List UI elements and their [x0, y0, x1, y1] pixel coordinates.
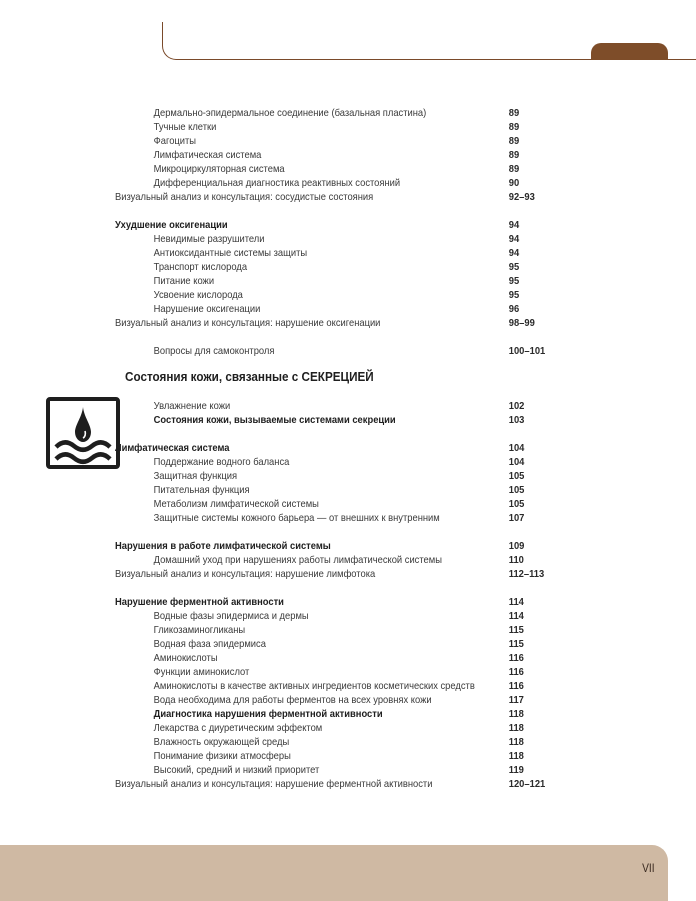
toc-entry-title: Нарушение ферментной активности: [115, 597, 284, 608]
toc-entry-page: 95: [508, 276, 520, 287]
toc-entry[interactable]: [0, 680, 640, 694]
toc-entry-title: Нарушение оксигенации: [153, 304, 261, 315]
toc-entry-title: Состояния кожи, вызываемые системами секреции: [153, 415, 396, 426]
toc-entry-title: Метаболизм лимфатической системы: [153, 499, 319, 510]
toc-entry-title: Водная фаза эпидермиса: [153, 639, 266, 650]
toc-entry-page: 104: [508, 457, 525, 468]
toc-entry[interactable]: [0, 107, 640, 121]
toc-entry-page: 89: [508, 108, 520, 119]
toc-entry[interactable]: [0, 568, 640, 582]
toc-entry-page: 109: [508, 541, 525, 552]
toc-entry-title: Фагоциты: [153, 136, 197, 147]
page-number: VII: [642, 861, 655, 875]
toc-entry-title: Нарушения в работе лимфатической системы: [115, 541, 331, 552]
toc-entry[interactable]: [0, 289, 640, 303]
toc-entry-page: 116: [508, 667, 524, 678]
toc-entry-title: Поддержание водного баланса: [153, 457, 290, 468]
toc-entry[interactable]: [0, 596, 640, 610]
toc-entry[interactable]: [0, 512, 640, 526]
toc-entry-title: Питание кожи: [153, 276, 215, 287]
toc-entry-title: Аминокислоты: [153, 653, 218, 664]
toc-entry[interactable]: [0, 610, 640, 624]
toc-entry[interactable]: [0, 219, 640, 233]
toc-entry-title: Лимфатическая система: [115, 443, 230, 454]
toc-entry-page: 107: [508, 513, 525, 524]
toc-entry[interactable]: [0, 442, 640, 456]
toc-entry-title: Транспорт кислорода: [153, 262, 248, 273]
toc-entry[interactable]: [0, 135, 640, 149]
toc-entry[interactable]: [0, 247, 640, 261]
toc-entry[interactable]: [0, 624, 640, 638]
toc-entry-page: 116: [508, 653, 524, 664]
toc-entry-page: 92–93: [508, 192, 535, 203]
toc-entry[interactable]: [0, 149, 640, 163]
toc-entry[interactable]: [0, 303, 640, 317]
toc-entry-page: 114: [508, 611, 524, 622]
toc-entry-title: Дермально-эпидермальное соединение (базальная пластина): [153, 108, 427, 119]
toc-entry-page: 96: [508, 304, 520, 315]
toc-entry-page: 95: [508, 290, 520, 301]
section-heading: Состояния кожи, связанные с СЕКРЕЦИЕЙ: [125, 369, 374, 384]
toc-entry[interactable]: [0, 400, 640, 414]
toc-entry-page: 110: [508, 555, 524, 566]
page-footer: [0, 845, 668, 901]
toc-entry-page: 118: [508, 751, 524, 762]
toc-entry-title: Вопросы для самоконтроля: [153, 346, 275, 357]
toc-entry[interactable]: [0, 708, 640, 722]
toc-entry[interactable]: [0, 722, 640, 736]
toc-entry-page: 118: [508, 737, 524, 748]
toc-entry-title: Домашний уход при нарушениях работы лимфатической системы: [153, 555, 442, 566]
toc-entry-page: 104: [508, 443, 525, 454]
toc-entry[interactable]: [0, 163, 640, 177]
toc-entry[interactable]: [0, 540, 640, 554]
toc-entry[interactable]: [0, 414, 640, 428]
toc-entry-title: Тучные клетки: [153, 122, 217, 133]
toc-entry-title: Защитная функция: [153, 471, 238, 482]
toc-entry-title: Диагностика нарушения ферментной активности: [153, 709, 383, 720]
toc-entry-title: Дифференциальная диагностика реактивных состояний: [153, 178, 401, 189]
toc-entry-title: Высокий, средний и низкий приоритет: [153, 765, 320, 776]
toc-entry[interactable]: [0, 275, 640, 289]
toc-entry-title: Гликозаминогликаны: [153, 625, 246, 636]
toc-entry-page: 94: [508, 220, 520, 231]
toc-entry-page: 94: [508, 234, 520, 245]
toc-entry[interactable]: [0, 317, 640, 331]
toc-entry-title: Вода необходима для работы ферментов на всех уровнях кожи: [153, 695, 432, 706]
toc-entry-page: 105: [508, 485, 525, 496]
toc-entry-title: Защитные системы кожного барьера — от внешних к внутренним: [153, 513, 440, 524]
toc-entry-page: 120–121: [508, 779, 546, 790]
toc-entry-title: Питательная функция: [153, 485, 250, 496]
toc-entry-title: Влажность окружающей среды: [153, 737, 290, 748]
toc-entry-page: 115: [508, 625, 524, 636]
toc-entry-page: 119: [508, 765, 524, 776]
toc-entry[interactable]: [0, 456, 640, 470]
toc-entry-page: 115: [508, 639, 524, 650]
toc-entry-page: 90: [508, 178, 520, 189]
toc-entry[interactable]: [0, 498, 640, 512]
toc-entry-page: 118: [508, 709, 524, 720]
toc-entry-title: Увлажнение кожи: [153, 401, 231, 412]
toc-entry-page: 117: [508, 695, 524, 706]
toc-entry-page: 94: [508, 248, 520, 259]
toc-entry-title: Усвоение кислорода: [153, 290, 243, 301]
toc-entry-page: 89: [508, 136, 520, 147]
toc-entry-title: Визуальный анализ и консультация: нарушение лимфотока: [115, 569, 376, 580]
toc-entry-page: 112–113: [508, 569, 545, 580]
toc-entry[interactable]: [0, 261, 640, 275]
toc-entry-title: Функции аминокислот: [153, 667, 250, 678]
header-tab: [591, 43, 668, 60]
toc-entry-title: Невидимые разрушители: [153, 234, 265, 245]
toc-entry-page: 100–101: [508, 346, 546, 357]
toc-entry[interactable]: [0, 652, 640, 666]
toc-entry[interactable]: [0, 233, 640, 247]
toc-entry[interactable]: [0, 638, 640, 652]
toc-entry-title: Лимфатическая система: [153, 150, 262, 161]
toc-entry-title: Визуальный анализ и консультация: нарушение ферментной активности: [115, 779, 433, 790]
toc-entry-page: 103: [508, 415, 525, 426]
toc-entry-page: 98–99: [508, 318, 535, 329]
toc-entry[interactable]: [0, 736, 640, 750]
toc-entry-page: 89: [508, 164, 520, 175]
toc-entry[interactable]: [0, 345, 640, 359]
toc-entry[interactable]: [0, 554, 640, 568]
toc-entry-page: 116: [508, 681, 524, 692]
toc-entry-title: Ухудшение оксигенации: [115, 220, 228, 231]
toc-entry-page: 114: [508, 597, 524, 608]
toc-entry-title: Лекарства с диуретическим эффектом: [153, 723, 323, 734]
toc-entry[interactable]: [0, 177, 640, 191]
toc-entry[interactable]: [0, 470, 640, 484]
toc-entry-page: 89: [508, 150, 520, 161]
toc-entry[interactable]: [0, 484, 640, 498]
toc-entry[interactable]: [0, 778, 640, 792]
toc-entry[interactable]: [0, 764, 640, 778]
toc-entry[interactable]: [0, 191, 640, 205]
toc-entry-title: Микроциркуляторная система: [153, 164, 285, 175]
toc-entry-title: Визуальный анализ и консультация: сосудистые состояния: [115, 192, 374, 203]
toc-entry-page: 105: [508, 471, 525, 482]
toc-entry-title: Антиоксидантные системы защиты: [153, 248, 308, 259]
toc-entry-title: Понимание физики атмосферы: [153, 751, 291, 762]
toc-entry-title: Водные фазы эпидермиса и дермы: [153, 611, 309, 622]
toc-entry-page: 118: [508, 723, 524, 734]
toc-entry[interactable]: [0, 694, 640, 708]
toc-entry[interactable]: [0, 666, 640, 680]
toc-entry-page: 105: [508, 499, 525, 510]
toc-entry[interactable]: [0, 750, 640, 764]
toc-entry-title: Визуальный анализ и консультация: нарушение оксигенации: [115, 318, 381, 329]
toc-entry[interactable]: [0, 121, 640, 135]
toc-entry-page: 95: [508, 262, 520, 273]
toc-entry-title: Аминокислоты в качестве активных ингредиентов косметических средств: [153, 681, 475, 692]
toc-entry-page: 89: [508, 122, 520, 133]
toc-entry-page: 102: [508, 401, 525, 412]
